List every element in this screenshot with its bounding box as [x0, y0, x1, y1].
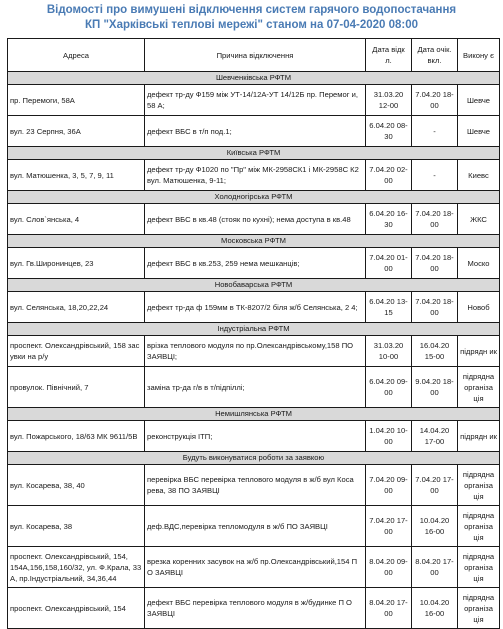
reason-cell: деф.ВДС,перевірка тепломодуля в ж/б ПО ЗАЯВЦІ: [145, 506, 366, 547]
outage-table: [7, 38, 500, 629]
off-date-cell: 7.04.20 17-00: [366, 506, 412, 547]
address-cell: вул. Селянська, 18,20,22,24: [8, 292, 145, 323]
table-row: [8, 204, 500, 235]
section-label: Немишлянська РФТМ: [8, 408, 500, 421]
table-row: [8, 248, 500, 279]
table-body: [8, 72, 500, 629]
table-header-row: [8, 39, 500, 72]
executor-cell: підрядна організа ція: [458, 547, 500, 588]
off-date-cell: 1.04.20 10-00: [366, 421, 412, 452]
reason-cell: заміна тр-да г/в в т/підпіллі;: [145, 367, 366, 408]
report-title: [0, 0, 503, 36]
on-date-cell: 14.04.20 17-00: [412, 421, 458, 452]
executor-cell: Моско: [458, 248, 500, 279]
on-date-cell: 7.04.20 18-00: [412, 85, 458, 116]
executor-cell: підрядна організа ція: [458, 465, 500, 506]
executor-cell: підрядна організа ція: [458, 367, 500, 408]
off-date-cell: 6.04.20 16-30: [366, 204, 412, 235]
on-date-cell: 8.04.20 17-00: [412, 547, 458, 588]
address-cell: вул. 23 Серпня, 36А: [8, 116, 145, 147]
off-date-cell: 6.04.20 09-00: [366, 367, 412, 408]
off-date-cell: 7.04.20 01-00: [366, 248, 412, 279]
section-label: Московська РФТМ: [8, 235, 500, 248]
executor-cell: Новоб: [458, 292, 500, 323]
reason-cell: дефект тр-да ф 159мм в ТК-8207/2 біля ж/б Селянська, 2 4;: [145, 292, 366, 323]
on-date-cell: -: [412, 160, 458, 191]
table-row: [8, 465, 500, 506]
title-line-2: КП "Харківські теплові мережі" станом на 07-04-2020 08:00: [84, 19, 419, 31]
header-reason: Причина відключення: [145, 39, 366, 72]
reason-cell: дефект ВБС в т/п под.1;: [145, 116, 366, 147]
address-cell: проспект. Олександрівський, 154, 154А,156,158,160/32, ул. Ф.Крала, 33 А, пр.Індустріальний, 34,36,44: [8, 547, 145, 588]
section-row: [8, 235, 500, 248]
executor-cell: підрядн ик: [458, 336, 500, 367]
header-on-date: Дата очік. вкл.: [412, 39, 458, 72]
address-cell: вул. Косарева, 38: [8, 506, 145, 547]
table-row: [8, 547, 500, 588]
address-cell: проспект. Олександрівський, 154: [8, 588, 145, 629]
section-label: Індустріальна РФТМ: [8, 323, 500, 336]
executor-cell: підрядна організа ція: [458, 588, 500, 629]
on-date-cell: 7.04.20 17-00: [412, 465, 458, 506]
executor-cell: Шевче: [458, 85, 500, 116]
address-cell: вул. Косарева, 38, 40: [8, 465, 145, 506]
off-date-cell: 31.03.20 12-00: [366, 85, 412, 116]
header-off-date: Дата відк л.: [366, 39, 412, 72]
section-label: Холодногірська РФТМ: [8, 191, 500, 204]
executor-cell: підрядн ик: [458, 421, 500, 452]
reason-cell: перевірка ВБС перевірка теплового модуля в ж/б вул Коса рева, 38 ПО ЗАЯВЦІ: [145, 465, 366, 506]
on-date-cell: 10.04.20 16-00: [412, 588, 458, 629]
table-row: [8, 292, 500, 323]
executor-cell: підрядна організа ція: [458, 506, 500, 547]
executor-cell: Киевс: [458, 160, 500, 191]
reason-cell: дефект тр-ду Ф1020 по "Пр" між МК-2958СК1 і МК-2958С К2 вул. Матюшенка, 9-11;: [145, 160, 366, 191]
section-label: Шевченківська РФТМ: [8, 72, 500, 85]
section-label: Новобаварська РФТМ: [8, 279, 500, 292]
address-cell: вул. Пожарського, 18/63 МК 9611/5В: [8, 421, 145, 452]
table-row: [8, 336, 500, 367]
header-address: Адреса: [8, 39, 145, 72]
reason-cell: дефект ВБС в кв.48 (стояк по кухні); нема доступа в кв.48: [145, 204, 366, 235]
on-date-cell: 7.04.20 18-00: [412, 248, 458, 279]
section-row: [8, 279, 500, 292]
table-row: [8, 160, 500, 191]
address-cell: проспект. Олександрівський, 158 зас увки на р/у: [8, 336, 145, 367]
section-row: [8, 191, 500, 204]
off-date-cell: 6.04.20 13-15: [366, 292, 412, 323]
section-row: [8, 147, 500, 160]
address-cell: вул. Матюшенка, 3, 5, 7, 9, 11: [8, 160, 145, 191]
on-date-cell: 9.04.20 18-00: [412, 367, 458, 408]
reason-cell: реконструкція ІТП;: [145, 421, 366, 452]
executor-cell: ЖКС: [458, 204, 500, 235]
section-label: Київська РФТМ: [8, 147, 500, 160]
reason-cell: врізка теплового модуля по пр.Олександрівському,158 ПО ЗАЯВЦІ;: [145, 336, 366, 367]
reason-cell: дефект тр-ду Ф159 між УТ-14/12А-УТ 14/12Б пр. Перемог и, 58 А;: [145, 85, 366, 116]
address-cell: пр. Перемоги, 58А: [8, 85, 145, 116]
off-date-cell: 8.04.20 09-00: [366, 547, 412, 588]
header-executor: Викону є: [458, 39, 500, 72]
on-date-cell: 7.04.20 18-00: [412, 204, 458, 235]
address-cell: вул. Слов`янська, 4: [8, 204, 145, 235]
address-cell: вул. Гв.Широнинцев, 23: [8, 248, 145, 279]
on-date-cell: 16.04.20 15-00: [412, 336, 458, 367]
reason-cell: врезка коренних засувок на ж/б пр.Олександрівський,154 П О ЗАЯВЦІ: [145, 547, 366, 588]
reason-cell: дефект ВБС перевірка теплового модуля в ж/будинке П О ЗАЯВЦІ: [145, 588, 366, 629]
on-date-cell: 7.04.20 18-00: [412, 292, 458, 323]
table-row: [8, 506, 500, 547]
on-date-cell: -: [412, 116, 458, 147]
address-cell: провулок. Північний, 7: [8, 367, 145, 408]
table-row: [8, 85, 500, 116]
off-date-cell: 7.04.20 02-00: [366, 160, 412, 191]
off-date-cell: 6.04.20 08-30: [366, 116, 412, 147]
table-row: [8, 421, 500, 452]
section-row: [8, 452, 500, 465]
off-date-cell: 31.03.20 10-00: [366, 336, 412, 367]
table-row: [8, 588, 500, 629]
executor-cell: Шевче: [458, 116, 500, 147]
section-row: [8, 323, 500, 336]
section-row: [8, 72, 500, 85]
title-line-1: Відомості про вимушені відключення систем гарячого водопостачання: [46, 4, 457, 16]
on-date-cell: 10.04.20 16-00: [412, 506, 458, 547]
table-row: [8, 367, 500, 408]
reason-cell: дефект ВБС в кв.253, 259 нема мешканців;: [145, 248, 366, 279]
off-date-cell: 8.04.20 17-00: [366, 588, 412, 629]
off-date-cell: 7.04.20 09-00: [366, 465, 412, 506]
section-row: [8, 408, 500, 421]
section-label: Будуть виконуватися роботи за заявкою: [8, 452, 500, 465]
table-row: [8, 116, 500, 147]
